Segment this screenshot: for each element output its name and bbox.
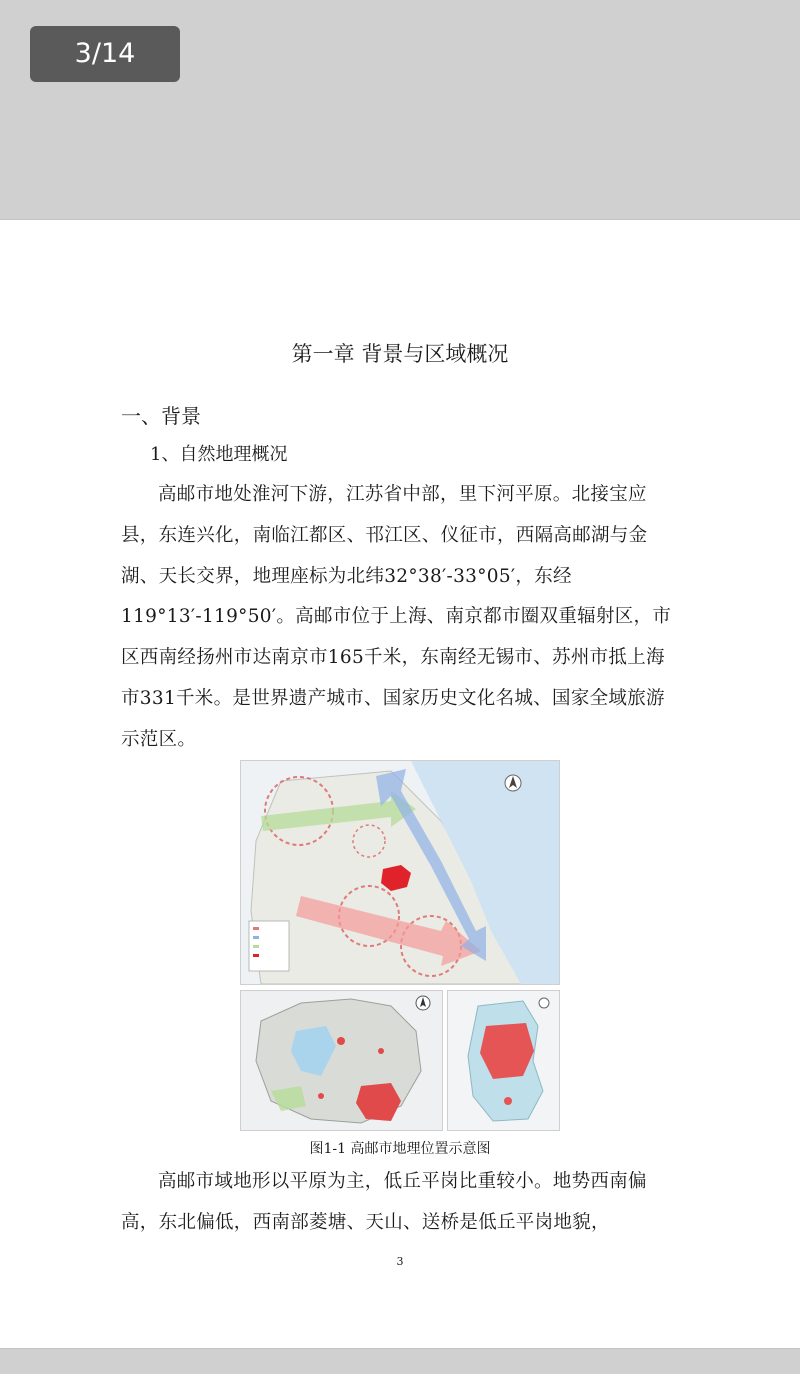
yangzhou-location-map <box>447 990 560 1131</box>
figure-caption: 图1-1 高邮市地理位置示意图 <box>309 1141 491 1157</box>
document-page <box>0 219 800 1349</box>
paragraph-2: 高邮市域地形以平原为主，低丘平岗比重较小。地势西南偏高，东北偏低，西南部菱塘、天山、送桥是低丘平岗地貌， <box>121 1171 647 1233</box>
paragraph-1: 高邮市地处淮河下游，江苏省中部，里下河平原。北接宝应县，东连兴化，南临江都区、邗江区、仪征市，西隔高邮湖与金湖、天长交界，地理座标为北纬32°38′-33°05′，东经119°13′-119°50′。高邮市位于上海、南京都市圈双重辐射区，市区西南经扬州市达南京市165千米，东南经无锡市、苏州市抵上海市331千米。是世界遗产城市、国家历史文化名城、国家全域旅游示范区。 <box>121 484 672 750</box>
section-heading: 一、背景 <box>121 404 201 428</box>
page-number: 3 <box>396 1255 404 1268</box>
regional-location-map <box>240 990 443 1131</box>
jiangsu-location-map <box>240 760 560 985</box>
subsection-heading: 1、自然地理概况 <box>150 444 288 465</box>
page-counter: 3/14 <box>30 26 180 82</box>
chapter-title: 第一章 背景与区域概况 <box>291 342 509 366</box>
